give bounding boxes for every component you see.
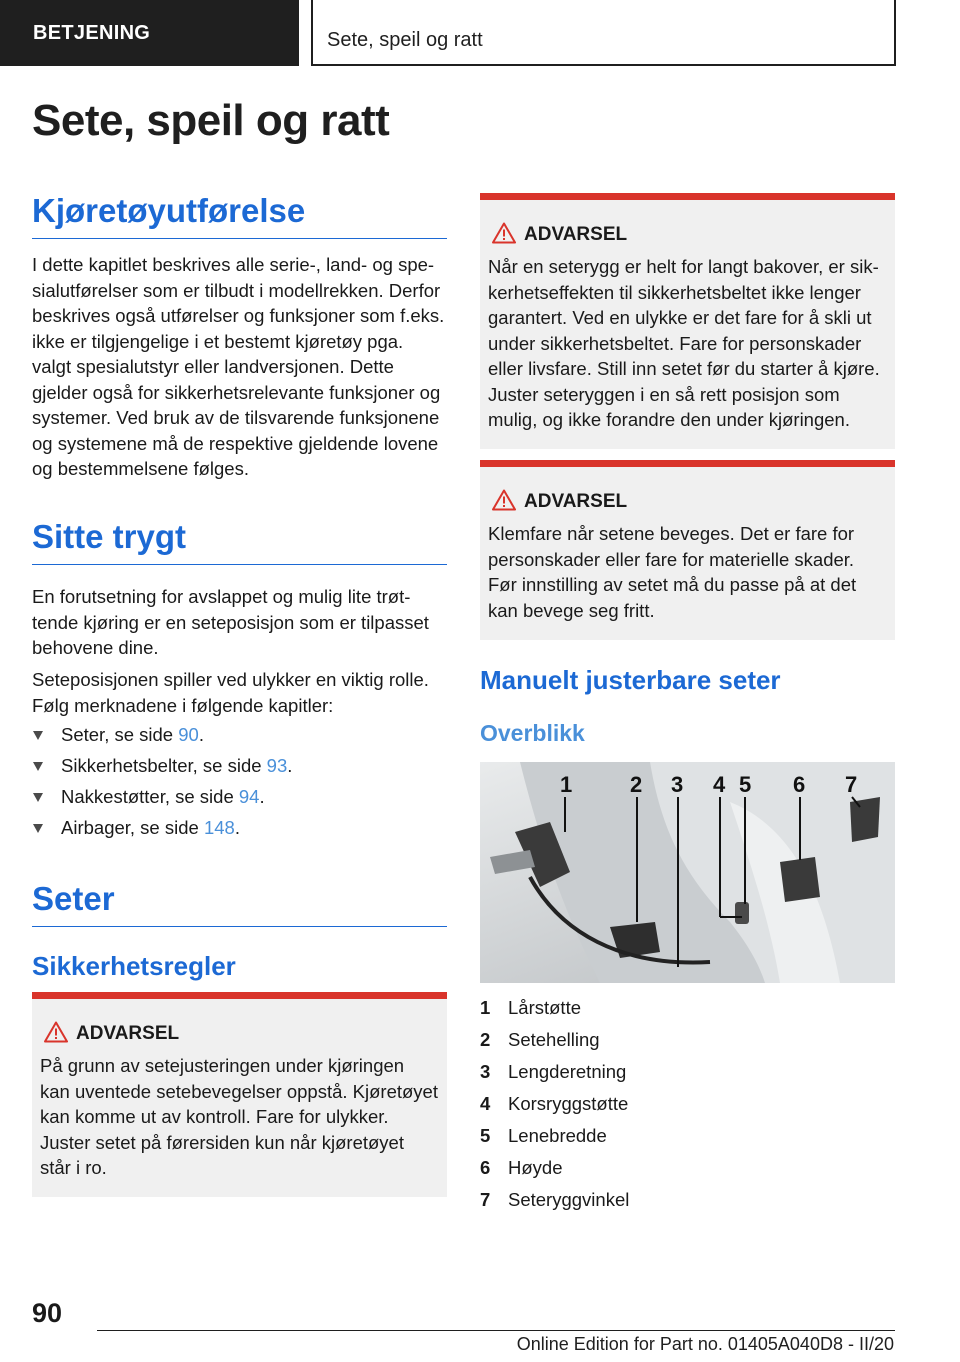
warning-triangle-icon	[492, 222, 516, 244]
section-tab: BETJENING	[0, 0, 299, 66]
callout-label: 6	[793, 772, 806, 797]
callout-label: 4	[713, 772, 726, 797]
callout-label: 5	[739, 772, 752, 797]
callout-label: 2	[630, 772, 643, 797]
list-item: 3 Lengderetning	[480, 1061, 627, 1082]
warning-triangle-icon	[492, 489, 516, 511]
edition-note: Online Edition for Part no. 01405A040D8 - II/20	[516, 1334, 894, 1354]
warning-box	[480, 460, 895, 640]
warning-text: Når en seterygg er helt for langt bakover, er sikkerhetseffekten til sikkerhetsbeltet ikke lenger garantert. Ved en ulykke er det fare for å skli ut under sikkerhetsbeltet. Fare for personskader eller livsfare. Still inn setet før du starter å kjøre. Juster seteryggen i en så rett posisjon som mulig, og ikke forandre den under kjøringen.	[488, 256, 880, 430]
list-item: 1 Lårstøtte	[480, 997, 581, 1018]
vehicle-version-text: I dette kapitlet beskrives alle serie-, land- og spesialutførelser som er tilbudt i modellrekken. Derfor beskrives også utførelser og funksjoner som f.eks. ikke er tilgjengelige i et bestemt kjøretøy pga. valgt spesialutstyr eller landversjonen. Dette gjelder også for sikkerhetsrelevante funksjoner og systemer. Ved bruk av de tilsvarende funksjonene og systemene må de respektive gjeldende lovene og bestemmelsene følges.	[32, 254, 445, 479]
warning-title: ADVARSEL	[76, 1023, 180, 1044]
chapter-tab: Sete, speil og ratt	[311, 0, 896, 66]
footer-divider	[97, 1330, 895, 1331]
seat-controls-legend	[480, 994, 629, 1218]
page-link-airbags[interactable]: 148	[203, 817, 235, 838]
page-number: 90	[32, 1298, 63, 1328]
heading-sit-safely: Sitte trygt	[32, 518, 447, 565]
heading-overview: Overblikk	[480, 720, 585, 746]
page-title: Sete, speil og ratt	[32, 96, 390, 145]
warning-text: På grunn av setejusteringen under kjøringen kan uventede setebevegelser oppstå. Kjøretøyet kan komme ut av kontroll. Fare for ulykker. Juster setet på førersiden kun når kjøretøyet står i ro.	[40, 1055, 438, 1178]
warning-box	[480, 193, 895, 449]
list-item: 2 Setehelling	[480, 1029, 600, 1050]
list-item: Sikkerhetsbelter, se side 93.	[32, 753, 447, 784]
page-link-seats[interactable]: 90	[178, 724, 199, 745]
heading-vehicle-version: Kjøretøyutførelse	[32, 192, 447, 239]
heading-safety-rules: Sikkerhetsregler	[32, 951, 236, 981]
sit-safely-text-2: Seteposisjonen spiller ved ulykker en viktig rolle. Følg merknadene i følgende kapitler:	[32, 669, 429, 716]
heading-seats: Seter	[32, 880, 447, 927]
list-item: Nakkestøtter, se side 94.	[32, 784, 447, 815]
callout-label: 1	[560, 772, 573, 797]
page-header	[0, 0, 960, 66]
chapter-reference-list	[32, 722, 447, 846]
list-item: Airbager, se side 148.	[32, 815, 447, 846]
list-item: 6 Høyde	[480, 1157, 563, 1178]
list-item: Seter, se side 90.	[32, 722, 447, 753]
warning-title: ADVARSEL	[524, 491, 628, 512]
page-link-seatbelts[interactable]: 93	[266, 755, 288, 776]
list-item: 7 Seteryggvinkel	[480, 1189, 630, 1210]
triangle-bullet-icon	[33, 731, 43, 740]
seat-illustration	[480, 762, 895, 983]
warning-title: ADVARSEL	[524, 224, 628, 245]
triangle-bullet-icon	[33, 793, 43, 802]
warning-triangle-icon	[44, 1021, 68, 1043]
list-item: 5 Lenebredde	[480, 1125, 607, 1146]
heading-manual-seats: Manuelt justerbare seter	[480, 665, 781, 695]
callout-label: 3	[671, 772, 684, 797]
warning-text: Klemfare når setene beveges. Det er fare for personskader eller fare for materielle skader. Før innstilling av setet må du passe på at det kan bevege seg fritt.	[488, 523, 857, 621]
page-link-headrests[interactable]: 94	[238, 786, 260, 807]
seat-controls-photo	[480, 762, 895, 983]
triangle-bullet-icon	[33, 762, 43, 771]
sit-safely-text-1: En forutsetning for avslappet og mulig lite trøttende kjøring er en seteposisjon som er tilpasset behovene dine.	[32, 586, 429, 658]
triangle-bullet-icon	[33, 824, 43, 833]
callout-label: 7	[845, 772, 858, 797]
list-item: 4 Korsryggstøtte	[480, 1093, 629, 1114]
warning-box	[32, 992, 447, 1197]
